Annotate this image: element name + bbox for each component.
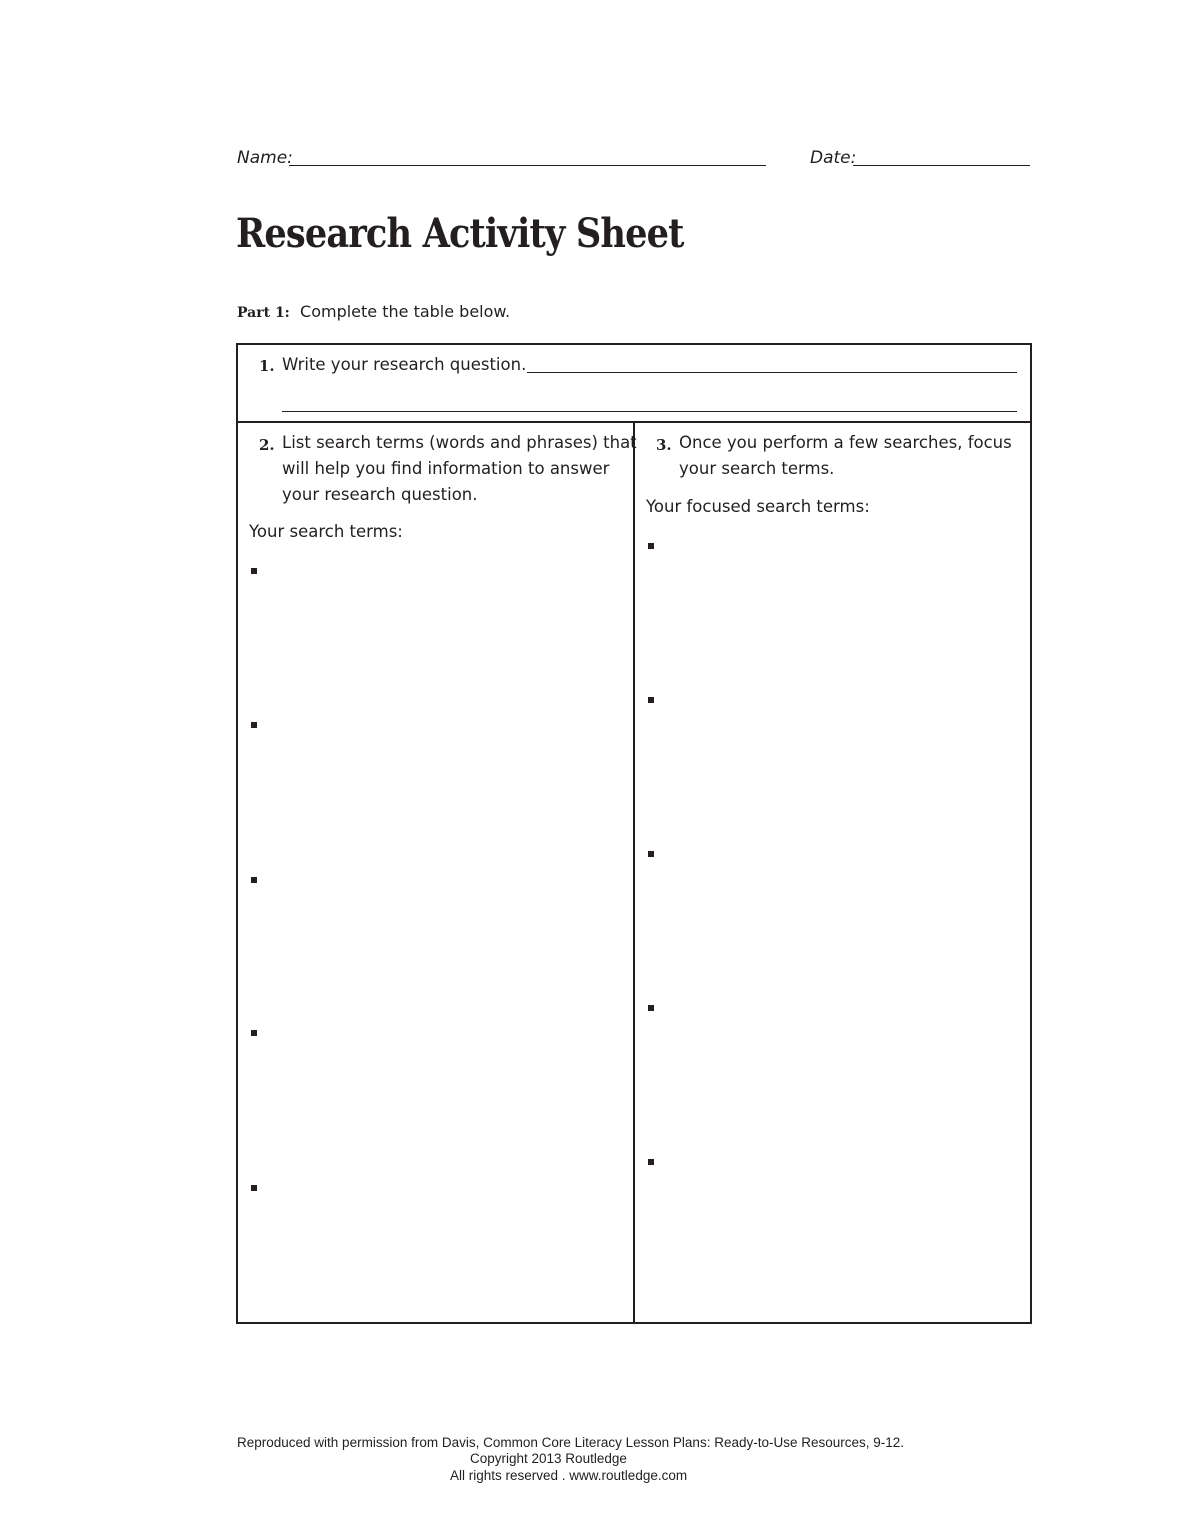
search-term-bullet — [251, 722, 257, 728]
q2-line-1: List search terms (words and phrases) that — [282, 433, 637, 452]
search-term-bullet — [251, 1030, 257, 1036]
part-label: Part 1: — [237, 305, 290, 321]
footer-copyright: Copyright 2013 Routledge — [470, 1451, 627, 1466]
part-instruction — [237, 302, 510, 321]
search-term-bullet — [251, 877, 257, 883]
q2-text — [282, 430, 637, 508]
focused-terms-label: Your focused search terms: — [646, 497, 870, 516]
part-text: Complete the table below. — [300, 302, 511, 321]
search-term-bullet — [251, 1185, 257, 1191]
q3-number: 3. — [656, 436, 672, 454]
search-term-bullet — [251, 568, 257, 574]
footer-rights: All rights reserved . www.routledge.com — [450, 1468, 688, 1483]
q3-line-2: your search terms. — [679, 459, 835, 478]
date-field[interactable] — [853, 165, 1030, 166]
q3-text — [679, 430, 1012, 482]
q2-number: 2. — [259, 436, 275, 454]
page-title: Research Activity Sheet — [236, 210, 684, 257]
q3-line-1: Once you perform a few searches, focus — [679, 433, 1012, 452]
name-label: Name: — [237, 148, 293, 168]
focused-term-bullet — [648, 1005, 654, 1011]
focused-term-bullet — [648, 851, 654, 857]
q1-number: 1. — [259, 357, 275, 375]
research-question-line-1[interactable] — [527, 372, 1017, 373]
name-field[interactable] — [289, 165, 766, 166]
footer-permission: Reproduced with permission from Davis, Common Core Literacy Lesson Plans: Ready-to-Use Resources, 9-12. — [237, 1435, 905, 1450]
focused-term-bullet — [648, 697, 654, 703]
search-terms-label: Your search terms: — [249, 522, 403, 541]
q1-text: Write your research question. — [282, 355, 527, 374]
focused-term-bullet — [648, 1159, 654, 1165]
q2-line-2: will help you find information to answer — [282, 459, 610, 478]
table-column-divider — [633, 422, 635, 1322]
focused-term-bullet — [648, 543, 654, 549]
q2-line-3: your research question. — [282, 485, 478, 504]
research-question-line-2[interactable] — [282, 411, 1017, 412]
date-label: Date: — [810, 148, 857, 168]
